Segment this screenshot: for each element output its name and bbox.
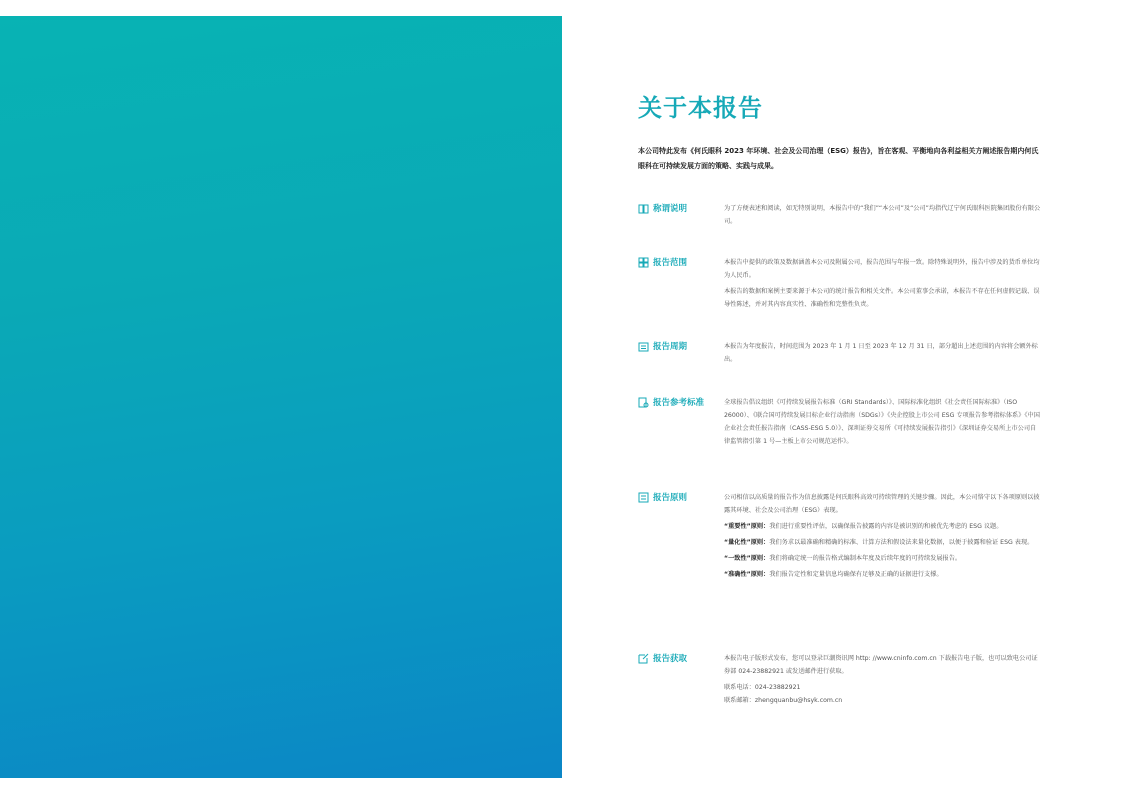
section-paragraph: 公司相信以高质量的报告作为信息披露是何氏眼科高效可持续管理的关键步骤。因此，本公司恪守以下各项原则以披露其环境、社会及公司治理（ESG）表现。 [724, 494, 1040, 514]
document-icon [638, 492, 649, 503]
section-title: 报告参考标准 [653, 398, 705, 408]
section-paragraph: 全球报告倡议组织《可持续发展报告标准（GRI Standards）》、国际标准化组织《社会责任国际标准》（ISO 26000）、《联合国可持续发展目标企业行动指南（SDGs）》《央企控股上市公司 ESG 专项报告参考指标体系》《中国企业社会责任报告指南（CASS-ESG 5.0）》、深圳证券交易所《可持续发展报告指引》《深圳证券交易所上市公司自律监管指引第 1 号—主板上市公司规范运作》。 [724, 399, 1040, 445]
section-body [724, 202, 1042, 231]
section-body [724, 652, 1042, 707]
section-paragraph: 为了方便表述和阅读，如无特别说明，本报告中的“我们”“本公司”及“公司”均指代辽宁何氏眼科医院集团股份有限公司。 [724, 205, 1041, 225]
book-icon [638, 203, 649, 214]
section-body [724, 256, 1042, 314]
section-header [638, 202, 718, 214]
principle-text: 我们务求以最准确和精确的标准、计算方法和假设法来量化数据，以便于披露和验证 ESG 表现。 [769, 539, 1034, 546]
intro-paragraph: 本公司特此发布《何氏眼科 2023 年环境、社会及公司治理（ESG）报告》，旨在客观、平衡地向各利益相关方阐述报告期内何氏眼科在可持续发展方面的策略、实践与成果。 [638, 147, 1039, 170]
principle-name: “准确性”原则： [724, 571, 770, 578]
section-header [638, 340, 718, 352]
section-header [638, 256, 718, 268]
page-title: 关于本报告 [638, 94, 763, 122]
section-paragraph: 本报告的数据和案例主要来源于本公司的统计报告和相关文件。本公司董事会承诺，本报告不存在任何虚假记载、误导性陈述，并对其内容真实性、准确性和完整性负责。 [724, 288, 1040, 308]
edit-icon [638, 653, 649, 664]
section-title: 报告范围 [653, 258, 688, 268]
section-paragraph: 本报告中提供的政策及数据涵盖本公司及附属公司，报告范围与年报一致。除特殊说明外，报告中涉及的货币单位均为人民币。 [724, 259, 1040, 279]
section-body [724, 340, 1042, 369]
section-header [638, 396, 718, 408]
section-title: 报告原则 [653, 493, 688, 503]
principle-item [724, 536, 1042, 549]
section-paragraph: 本报告电子版形式发布，您可以登录巨潮资讯网 http: //www.cninfo.com.cn 下载报告电子版，也可以致电公司证券部 024-23882921 或发送邮件进行获取。 [724, 655, 1038, 675]
principle-item [724, 552, 1042, 565]
section-title: 报告周期 [653, 342, 688, 352]
principle-item [724, 520, 1042, 533]
cover-gradient-panel [0, 16, 562, 778]
section-body [724, 491, 1042, 584]
section-header [638, 491, 718, 503]
standard-icon [638, 397, 649, 408]
principle-name: “量化性”原则： [724, 539, 770, 546]
principle-item [724, 568, 1042, 581]
section-paragraph: 本报告为年度报告，时间范围为 2023 年 1 月 1 日至 2023 年 12 月 31 日，部分超出上述范围的内容将会额外标出。 [724, 343, 1038, 363]
principle-text: 我们报告定性和定量信息均确保有足够及正确的证据进行支撑。 [769, 571, 943, 578]
calendar-icon [638, 341, 649, 352]
grid-icon [638, 257, 649, 268]
contact-phone: 联系电话：024-23882921 [724, 684, 801, 691]
section-body [724, 396, 1042, 451]
principle-name: “重要性”原则： [724, 523, 770, 530]
principle-text: 我们将确定统一的报告格式编制本年度及后续年度的可持续发展报告。 [769, 555, 962, 562]
section-title: 称谓说明 [653, 204, 688, 214]
section-title: 报告获取 [653, 654, 688, 664]
section-header [638, 652, 718, 664]
principle-text: 我们进行重要性评估，以确保报告披露的内容是被识别的和被优先考虑的 ESG 议题。 [769, 523, 1003, 530]
principle-name: “一致性”原则： [724, 555, 770, 562]
contact-email: 联系邮箱：zhengquanbu@hsyk.com.cn [724, 697, 843, 704]
